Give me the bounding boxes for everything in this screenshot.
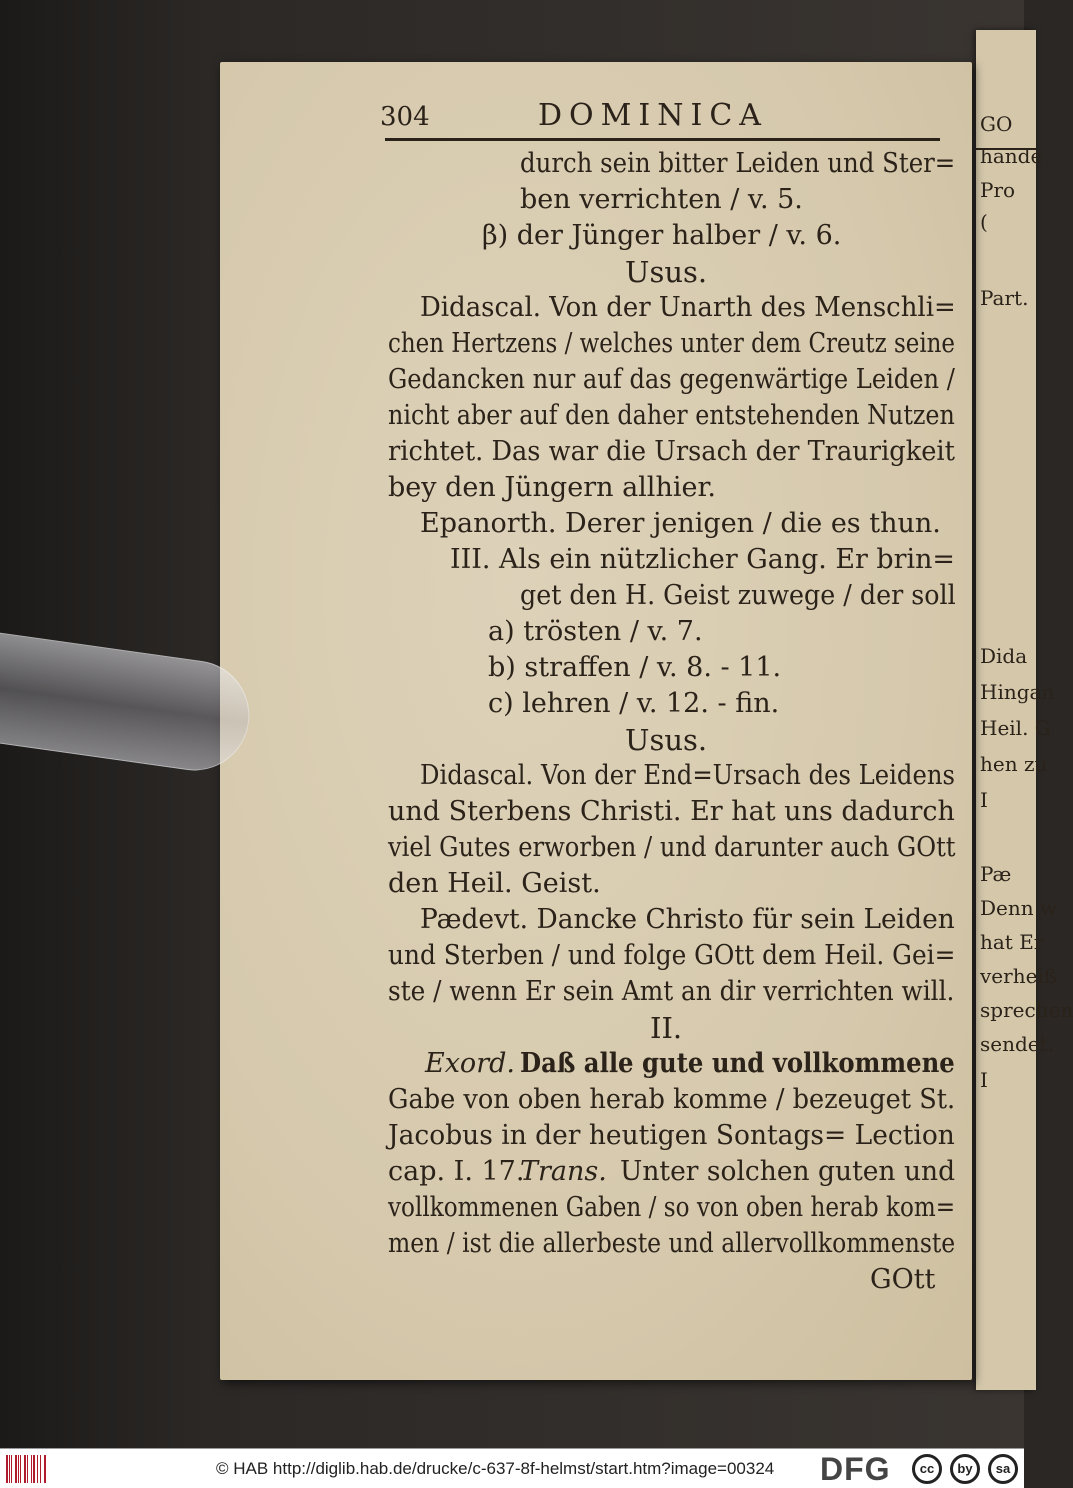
barcode-stripe: [37, 1455, 38, 1483]
barcode-stripe: [27, 1455, 28, 1483]
barcode-stripe: [40, 1455, 41, 1483]
running-title: DOMINICA: [538, 98, 768, 133]
text-line: richtet. Das war die Ursach der Traurigkeit: [388, 436, 955, 467]
next-page-fragment: hat Er: [980, 930, 1044, 954]
next-page-fragment: hande: [980, 144, 1043, 168]
barcode-stripe: [18, 1455, 19, 1483]
source-link[interactable]: © HAB http://diglib.hab.de/drucke/c-637-8f-helmst/start.htm?image=00324: [216, 1459, 775, 1478]
license-badges[interactable]: [912, 1452, 1022, 1486]
text-line: cap. I. 17.: [388, 1156, 525, 1187]
next-page-fragment: Heil. G: [980, 716, 1051, 740]
text-line: Exord.: [425, 1048, 515, 1079]
text-line: durch sein bitter Leiden und Ster=: [520, 148, 956, 179]
page-clip: [0, 632, 256, 777]
next-page-fragment: Denn w: [980, 896, 1058, 920]
next-page-fragment: Pro: [980, 178, 1016, 202]
text-line: Usus.: [625, 723, 708, 757]
next-page-fragment: I: [980, 1068, 988, 1092]
text-line: Gedancken nur auf das gegenwärtige Leiden /: [388, 364, 955, 395]
text-line: men / ist die allerbeste und allervollkommenste: [388, 1228, 956, 1259]
next-page-fragment: sprechen: [980, 998, 1073, 1022]
text-line: viel Gutes erworben / und darunter auch GOtt: [388, 832, 956, 863]
page-number: 304: [380, 102, 430, 132]
text-line: III. Als ein nützlicher Gang. Er brin=: [450, 544, 955, 575]
by-icon: by: [950, 1454, 980, 1484]
next-page-fragment: sendet.: [980, 1032, 1055, 1056]
barcode-stripe: [24, 1455, 26, 1483]
text-line: und Sterbens Christi. Er hat uns dadurch: [388, 796, 955, 827]
barcode-stripe: [44, 1455, 46, 1483]
text-line: GOtt: [870, 1264, 936, 1295]
next-page-fragment: GO: [980, 112, 1013, 136]
dfg-logo: DFG: [820, 1451, 891, 1487]
text-line: Didascal. Von der End=Ursach des Leidens: [420, 760, 955, 791]
text-line: bey den Jüngern allhier.: [388, 472, 716, 503]
barcode-stripe: [31, 1455, 32, 1483]
text-line: β) der Jünger halber / v. 6.: [482, 220, 842, 251]
next-page-fragment: (: [980, 210, 988, 234]
text-line: ste / wenn Er sein Amt an dir verrichten will.: [388, 976, 955, 1007]
text-line: Epanorth. Derer jenigen / die es thun.: [420, 508, 941, 539]
barcode-stripe: [9, 1455, 10, 1483]
header-rule: [385, 138, 940, 141]
next-page-fragment: hen zu: [980, 752, 1048, 776]
next-page-fragment: Part.: [980, 286, 1029, 310]
text-line: b) straffen / v. 8. - 11.: [488, 652, 782, 683]
text-line: Trans.: [520, 1156, 607, 1187]
text-line: chen Hertzens / welches unter dem Creutz seine: [388, 328, 956, 359]
text-line: Unter solchen guten und: [620, 1156, 956, 1187]
next-page-fragment: Dida: [980, 644, 1028, 668]
text-line: ben verrichten / v. 5.: [520, 184, 803, 215]
barcode-stripe: [11, 1455, 12, 1483]
text-line: Daß alle gute und vollkommene: [520, 1048, 955, 1079]
text-line: Didascal. Von der Unarth des Menschli=: [420, 292, 956, 323]
cc-icon: cc: [912, 1454, 942, 1484]
text-line: get den H. Geist zuwege / der soll: [520, 580, 956, 611]
text-line: Jacobus in der heutigen Sontags= Lection: [388, 1120, 955, 1151]
barcode-stripe: [20, 1455, 21, 1483]
book-page: [220, 62, 972, 1380]
next-page-fragment: Hingan: [980, 680, 1055, 704]
sa-icon: sa: [988, 1454, 1018, 1484]
text-line: Gabe von oben herab komme / bezeuget St.: [388, 1084, 956, 1115]
next-page-fragment: verheiß: [980, 964, 1058, 988]
text-line: vollkommenen Gaben / so von oben herab kom=: [388, 1192, 956, 1223]
barcode-stripe: [33, 1455, 35, 1483]
barcode-stripe: [15, 1455, 17, 1483]
viewer-footer: [0, 1448, 1024, 1488]
next-page-fragment: I: [980, 788, 988, 812]
text-line: und Sterben / und folge GOtt dem Heil. Gei=: [388, 940, 956, 971]
next-page-edge: [976, 30, 1073, 1390]
text-line: Usus.: [625, 255, 708, 289]
text-line: II.: [650, 1011, 683, 1045]
barcode-stripe: [6, 1455, 8, 1483]
text-line: a) trösten / v. 7.: [488, 616, 703, 647]
text-line: nicht aber auf den daher entstehenden Nutzen: [388, 400, 955, 431]
next-page-fragment: Pæ: [980, 862, 1012, 886]
text-line: den Heil. Geist.: [388, 868, 601, 899]
text-line: c) lehren / v. 12. - fin.: [488, 688, 780, 719]
barcode-icon: [6, 1455, 48, 1483]
text-line: Pædevt. Dancke Christo für sein Leiden: [420, 904, 955, 935]
